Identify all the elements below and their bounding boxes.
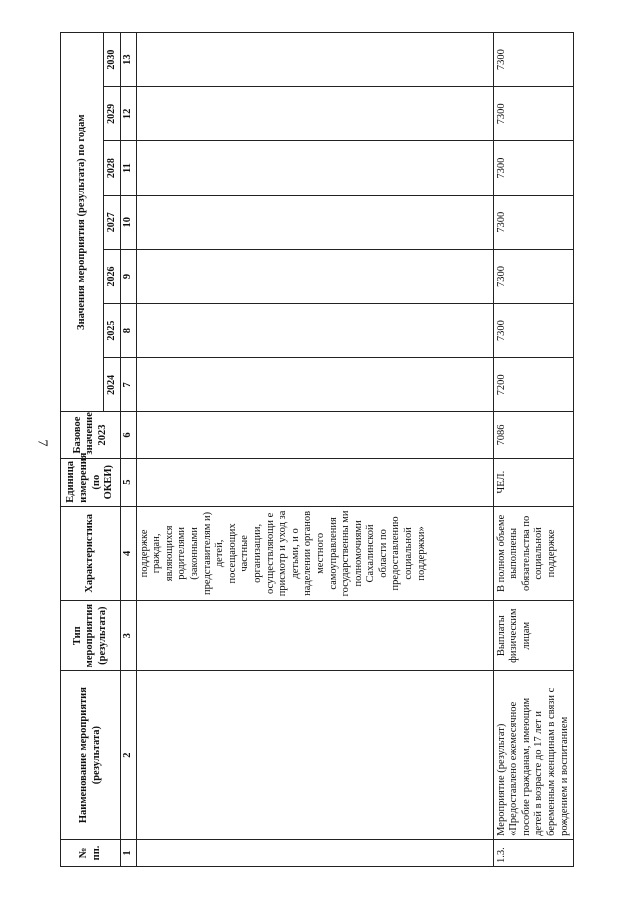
column-number: 4 — [121, 506, 137, 600]
row-value-2025: 7300 — [493, 304, 574, 358]
header-num: № пп. — [61, 839, 121, 866]
column-number: 12 — [121, 87, 137, 141]
row-name: Мероприятие (результат) «Предоставлено ежемесячное пособие гражданам, имеющим детей в возрасте до 17 лет и беременным женщинам в связи с рождением и воспитанием — [493, 671, 574, 840]
column-number: 5 — [121, 458, 137, 506]
row-value-2027 — [136, 195, 493, 249]
row-type: Выплаты физическим лицам — [493, 601, 574, 671]
header-values-by-year: Значения мероприятия (результата) по годам — [61, 33, 104, 412]
row-base-value — [136, 412, 493, 458]
header-year-2027: 2027 — [104, 195, 121, 249]
row-value-2030 — [136, 33, 493, 87]
table-row — [136, 33, 493, 867]
row-num: 1.3. — [493, 839, 574, 866]
column-number: 6 — [121, 412, 137, 458]
row-characteristic: поддержке граждан, являющихся родителями (законными представителям и) детей, посещающих частные организации, осуществляющи е присмотр и уход за детьми, и о наделении органов местного самоуправления государственны ми полномочиями Сахалинской области по предоставлению социальной поддержки» — [136, 506, 493, 600]
header-unit: Единица измерения (по ОКЕИ) — [61, 458, 121, 506]
column-number: 3 — [121, 601, 137, 671]
column-number: 1 — [121, 839, 137, 866]
header-row — [61, 33, 104, 867]
row-value-2026: 7300 — [493, 249, 574, 303]
row-value-2029: 7300 — [493, 87, 574, 141]
rotated-table-sheet — [60, 32, 625, 867]
header-year-2028: 2028 — [104, 141, 121, 195]
column-number: 8 — [121, 304, 137, 358]
header-base-value: Базовое значение 2023 — [61, 412, 121, 458]
header-year-2029: 2029 — [104, 87, 121, 141]
column-number: 9 — [121, 249, 137, 303]
row-value-2028 — [136, 141, 493, 195]
row-value-2024 — [136, 358, 493, 412]
column-number: 11 — [121, 141, 137, 195]
header-characteristic: Характеристика — [61, 506, 121, 600]
row-value-2027: 7300 — [493, 195, 574, 249]
row-unit: ЧЕЛ. — [493, 458, 574, 506]
table-row — [493, 33, 574, 867]
row-unit — [136, 458, 493, 506]
page-number: 7 — [34, 439, 50, 447]
column-number: 7 — [121, 358, 137, 412]
row-num — [136, 839, 493, 866]
column-number: 13 — [121, 33, 137, 87]
header-year-2030: 2030 — [104, 33, 121, 87]
row-base-value: 7086 — [493, 412, 574, 458]
row-name — [136, 671, 493, 840]
row-value-2029 — [136, 87, 493, 141]
header-name: Наименование мероприятия (результата) — [61, 671, 121, 840]
header-year-2026: 2026 — [104, 249, 121, 303]
header-type: Тип мероприятия (результата) — [61, 601, 121, 671]
row-value-2025 — [136, 304, 493, 358]
header-year-2024: 2024 — [104, 358, 121, 412]
results-table — [60, 32, 574, 867]
row-type — [136, 601, 493, 671]
column-number: 10 — [121, 195, 137, 249]
column-number-row — [121, 33, 137, 867]
column-number: 2 — [121, 671, 137, 840]
row-characteristic: В полном объеме выполнены обязательства по социальной поддержке — [493, 506, 574, 600]
row-value-2024: 7200 — [493, 358, 574, 412]
row-value-2028: 7300 — [493, 141, 574, 195]
header-year-2025: 2025 — [104, 304, 121, 358]
row-value-2030: 7300 — [493, 33, 574, 87]
row-value-2026 — [136, 249, 493, 303]
